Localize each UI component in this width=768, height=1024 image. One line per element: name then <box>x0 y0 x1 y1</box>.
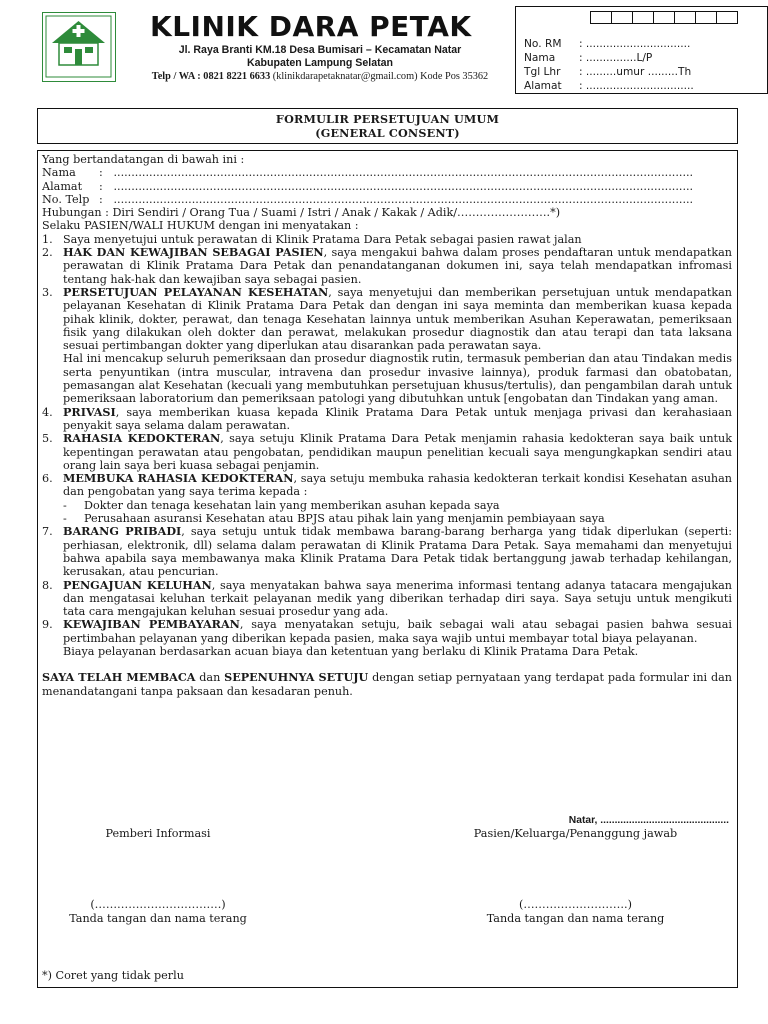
field-relation: Hubungan : Diri Sendiri / Orang Tua / Suami / Istri / Anak / Kakak / Adik/…………………….*) <box>42 206 561 220</box>
patient-label: Pasien/Keluarga/Penanggung jawab <box>473 827 678 840</box>
clinic-email-postal: (klinikdarapetaknatar@gmail.com) Kode Pos 35362 <box>270 71 489 82</box>
consent-item: 7. BARANG PRIBADI, saya setuju untuk tidak membawa barang-barang berharga yang tidak diperlukan (seperti: perhiasan, elektronik, dll) selama dalam perawatan di Klinik Pratama Dara Petak. Saya memahami dan menyetujui bahwa apabila saya membawanya maka Klinik Pratama Dara Petak tidak bertanggung jawab terhadap kehilangan, kerusakan, atau pencurian. <box>42 524 732 579</box>
rm-digit-cell <box>716 11 738 24</box>
consent-item: 4. PRIVASI, saya memberikan kuasa kepada Klinik Pratama Dara Petak untuk menjaga privasi dan kerahasiaan penyakit saya selama dalam perawatan. <box>42 404 732 432</box>
field-address: Alamat : ................................................................................................................................................................... <box>42 179 694 193</box>
clinic-name: KLINIK DARA PETAK <box>150 10 472 43</box>
consent-item-heading: KEWAJIBAN PEMBAYARAN <box>63 617 240 632</box>
clinic-phone: Telp / WA : 0821 8221 6633 <box>151 71 271 82</box>
consent-item: 8. PENGAJUAN KELUHAN, saya menyatakan bahwa saya menerima informasi tentang adanya tatacara mengajukan dan mengatasai keluhan terkait pelayanan medik yang diberikan terhadap diri saya. Saya setuju untuk mengikuti tata cara mengajukan keluhan sesuai prosedur yang ada. <box>42 577 732 619</box>
consent-subitem: - Dokter dan tenaga kesehatan lain yang memberikan asuhan kepada saya <box>63 498 500 512</box>
consent-item: 6. MEMBUKA RAHASIA KEDOKTERAN, saya setuju membuka rahasia kedokteran terkait kondisi Kesehatan asuhan dan pengobatan yang saya terima kepada : - Dokter dan tenaga kesehatan lain yang memberikan asuhan kepada saya - Perusahaan asuransi Kesehatan atau BPJS atau pihak lain yang menjamin pembiayaan saya <box>42 471 732 526</box>
patient-field-birthdate: Tgl Lhr : .........umur .........Th <box>524 66 692 78</box>
consent-body-box <box>37 150 738 988</box>
medical-record-number-grid <box>591 11 738 24</box>
patient-signature-line: (……………………….) <box>519 898 632 911</box>
consent-subitem: - Perusahaan asuransi Kesehatan atau BPJS atau pihak lain yang menjamin pembiayaan saya <box>63 512 605 526</box>
statement-intro: Selaku PASIEN/WALI HUKUM dengan ini menyatakan : <box>42 219 359 233</box>
patient-identity-box <box>515 6 768 94</box>
consent-item-heading: BARANG PRIBADI <box>63 524 182 539</box>
form-subtitle: (GENERAL CONSENT) <box>315 126 460 140</box>
clinic-logo <box>42 12 116 82</box>
rm-digit-cell <box>653 11 675 24</box>
patient-field-address: Alamat : ................................ <box>524 80 694 92</box>
consent-item-extra: Biaya pelayanan berdasarkan acuan biaya dan ketentuan yang berlaku di Klinik Pratama Dara Petak. <box>63 644 639 658</box>
consent-text <box>42 153 732 698</box>
clinic-address-line2: Kabupaten Lampung Selatan <box>247 57 393 69</box>
consent-item-heading: PRIVASI <box>63 404 116 419</box>
form-title-box <box>37 108 738 144</box>
informant-signature-caption: Tanda tangan dan nama terang <box>69 912 247 925</box>
consent-item: 2. HAK DAN KEWAJIBAN SEBAGAI PASIEN, saya mengakui bahwa dalam proses pendaftaran untuk mendapatkan perawatan di Klinik Pratama Dara Petak dan penandatanganan dokumen ini, saya telah mendapatkan infromasi tentang hak-hak dan kewajiban saya sebagai pasien. <box>42 245 732 286</box>
consent-item-extra: Hal ini mencakup seluruh pemeriksaan dan prosedur diagnostik rutin, termasuk pemberian dan atau Tindakan medis serta penyuntikan (intra muscular, intravena dan prosedur invasive lainnya), produk farmasi dan obatobatan, pemasangan alat Kesehatan (kecuali yang membutuhkan persetujuan khusus/tertulis), dan pengambilan darah untuk pemeriksaan laboratorium dan pemeriksaan patologi yang dibutuhkan untuk [engobatan dan Tindakan yang aman. <box>63 352 732 406</box>
signature-place-date: Natar, ............................................. <box>568 815 729 826</box>
rm-digit-cell <box>674 11 696 24</box>
clinic-contact <box>125 70 515 83</box>
informant-label: Pemberi Informasi <box>105 827 211 840</box>
consent-item: 5. RAHASIA KEDOKTERAN, saya setuju Klinik Pratama Dara Petak menjamin rahasia kedokteran saya baik untuk kepentingan perawatan atau pengobatan, pendidikan maupun penelitian kecuali saya mengungkapkan sendiri atau orang lain saya beri kuasa sebagai penjamin. <box>42 431 733 472</box>
clinic-address-line1: Jl. Raya Branti KM.18 Desa Bumisari – Kecamatan Natar <box>178 44 462 56</box>
consent-items-list <box>42 233 732 659</box>
informant-signature-line: (…………………………….) <box>90 898 226 911</box>
consent-item-heading: PENGAJUAN KELUHAN <box>63 577 212 592</box>
consent-item: 9. KEWAJIBAN PEMBAYARAN, saya menyatakan setuju, baik sebagai wali atau sebagai pasien bahwa sesuai pertimbahan pelayanan yang diberikan kepada pasien, maka saya wajib untui membayar total biaya pelayanan. Biaya pelayanan berdasarkan acuan biaya dan ketentuan yang berlaku di Klinik Pratama Dara Petak. <box>42 617 732 658</box>
field-phone: No. Telp : ................................................................................................................................................................... <box>42 192 694 206</box>
form-title: FORMULIR PERSETUJUAN UMUM <box>275 112 500 126</box>
patient-field-name: Nama : ...............L/P <box>524 52 653 64</box>
consent-item-heading: HAK DAN KEWAJIBAN SEBAGAI PASIEN <box>63 245 324 260</box>
closing-statement: SAYA TELAH MEMBACA dan SEPENUHNYA SETUJU dengan setiap pernyataan yang terdapat pada formular ini dan menandatangani tanpa paksaan dan kesadaran penuh. <box>42 670 732 698</box>
patient-signature-caption: Tanda tangan dan nama terang <box>486 912 665 925</box>
consent-item-heading: PERSETUJUAN PELAYANAN KESEHATAN <box>63 284 329 299</box>
rm-digit-cell <box>695 11 717 24</box>
consent-item-heading: RAHASIA KEDOKTERAN <box>63 431 221 446</box>
footnote: *) Coret yang tidak perlu <box>42 969 184 982</box>
rm-digit-cell <box>611 11 633 24</box>
consent-item: 1. Saya menyetujui untuk perawatan di Klinik Pratama Dara Petak sebagai pasien rawat jalan <box>42 232 582 246</box>
consent-item-heading: MEMBUKA RAHASIA KEDOKTERAN <box>63 471 294 486</box>
field-name: Nama : ................................................................................................................................................................... <box>42 166 694 180</box>
rm-digit-cell <box>632 11 654 24</box>
form-intro: Yang bertandatangan di bawah ini : <box>42 153 245 166</box>
patient-field-rm: No. RM : ............................... <box>524 38 691 50</box>
consent-item: 3. PERSETUJUAN PELAYANAN KESEHATAN, saya menyetujui dan memberikan persetujuan untuk mendapatkan pelayanan Kesehatan di Klinik Pratama Dara Petak dan dengan ini saya meminta dan memberikan kuasa kepada pihak klinik, dokter, perawat, dan tenaga Kesehatan lainnya untuk memberikan Asuhan Keperawatan, pemeriksaan fisik yang dilakukan oleh dokter dan perawat, melakukan prosedur diagnostik dan atau terapi dan tata laksana sesuai pertimbangan dokter yang diperlukan atau disarankan pada perawatan saya. Hal ini mencakup seluruh pemeriksaan dan prosedur diagnostik rutin, termasuk pemberian dan atau Tindakan medis serta penyuntikan (intra muscular, intravena dan prosedur invasive lainnya), produk farmasi dan obatobatan, pemasangan alat Kesehatan (kecuali yang membutuhkan persetujuan khusus/tertulis), dan pengambilan darah untuk pemeriksaan laboratorium dan pemeriksaan patologi yang dibutuhkan untuk [engobatan dan Tindakan yang aman. <box>42 284 733 406</box>
rm-digit-cell <box>590 11 612 24</box>
